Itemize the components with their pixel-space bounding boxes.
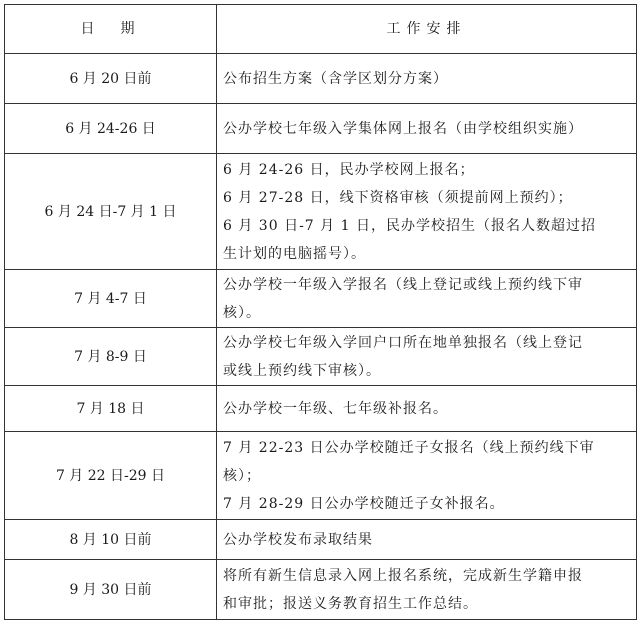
table-row — [5, 328, 637, 386]
task-line: 6 月 27-28 日，线下资格审核（须提前网上预约）； — [223, 189, 573, 206]
enrollment-schedule-table — [4, 4, 637, 620]
table-row — [5, 520, 637, 560]
row-date: 7 月 18 日 — [5, 386, 217, 432]
row-date: 6 月 20 日前 — [5, 54, 217, 104]
row-date: 7 月 4-7 日 — [5, 270, 217, 328]
table-row — [5, 104, 637, 154]
task-line: 公办学校一年级、七年级补报名。 — [223, 400, 448, 417]
row-date: 8 月 10 日前 — [5, 520, 217, 560]
row-tasks — [217, 432, 637, 520]
row-tasks — [217, 520, 637, 560]
task-line: 6 月 24-26 日，民办学校网上报名； — [223, 161, 475, 178]
row-tasks — [217, 270, 637, 328]
table-row — [5, 560, 637, 620]
row-tasks — [217, 104, 637, 154]
table-row — [5, 386, 637, 432]
task-line: 7 月 28-29 日公办学校随迁子女补报名。 — [223, 495, 505, 512]
task-line: 公布招生方案（含学区划分方案） — [223, 70, 448, 87]
row-tasks — [217, 560, 637, 620]
row-date: 9 月 30 日前 — [5, 560, 217, 620]
row-tasks — [217, 328, 637, 386]
table-row — [5, 270, 637, 328]
row-tasks — [217, 154, 637, 270]
task-line: 公办学校七年级入学回户口所在地单独报名（线上登记 — [223, 334, 583, 351]
row-date: 7 月 22 日-29 日 — [5, 432, 217, 520]
row-date: 6 月 24-26 日 — [5, 104, 217, 154]
task-column-header: 工作安排 — [217, 5, 637, 54]
task-line: 核）。 — [223, 304, 261, 321]
row-date: 7 月 8-9 日 — [5, 328, 217, 386]
task-line: 核）； — [223, 467, 261, 484]
row-tasks — [217, 54, 637, 104]
task-line: 生计划的电脑摇号）。 — [223, 245, 366, 262]
task-line: 公办学校发布录取结果 — [223, 531, 373, 548]
table-header-row — [5, 5, 637, 54]
table-row — [5, 154, 637, 270]
table-row — [5, 54, 637, 104]
task-line: 公办学校七年级入学集体网上报名（由学校组织实施） — [223, 120, 583, 137]
task-line: 和审批；报送义务教育招生工作总结。 — [223, 595, 478, 612]
table-row — [5, 432, 637, 520]
row-date: 6 月 24 日-7 月 1 日 — [5, 154, 217, 270]
task-line: 或线上预约线下审核）。 — [223, 362, 381, 379]
task-line: 7 月 22-23 日公办学校随迁子女报名（线上预约线下审 — [223, 439, 595, 456]
row-tasks — [217, 386, 637, 432]
date-column-header: 日 期 — [5, 5, 217, 54]
task-line: 将所有新生信息录入网上报名系统，完成新生学籍申报 — [223, 567, 583, 584]
task-line: 6 月 30 日-7 月 1 日，民办学校招生（报名人数超过招 — [223, 217, 596, 234]
task-line: 公办学校一年级入学报名（线上登记或线上预约线下审 — [223, 276, 583, 293]
